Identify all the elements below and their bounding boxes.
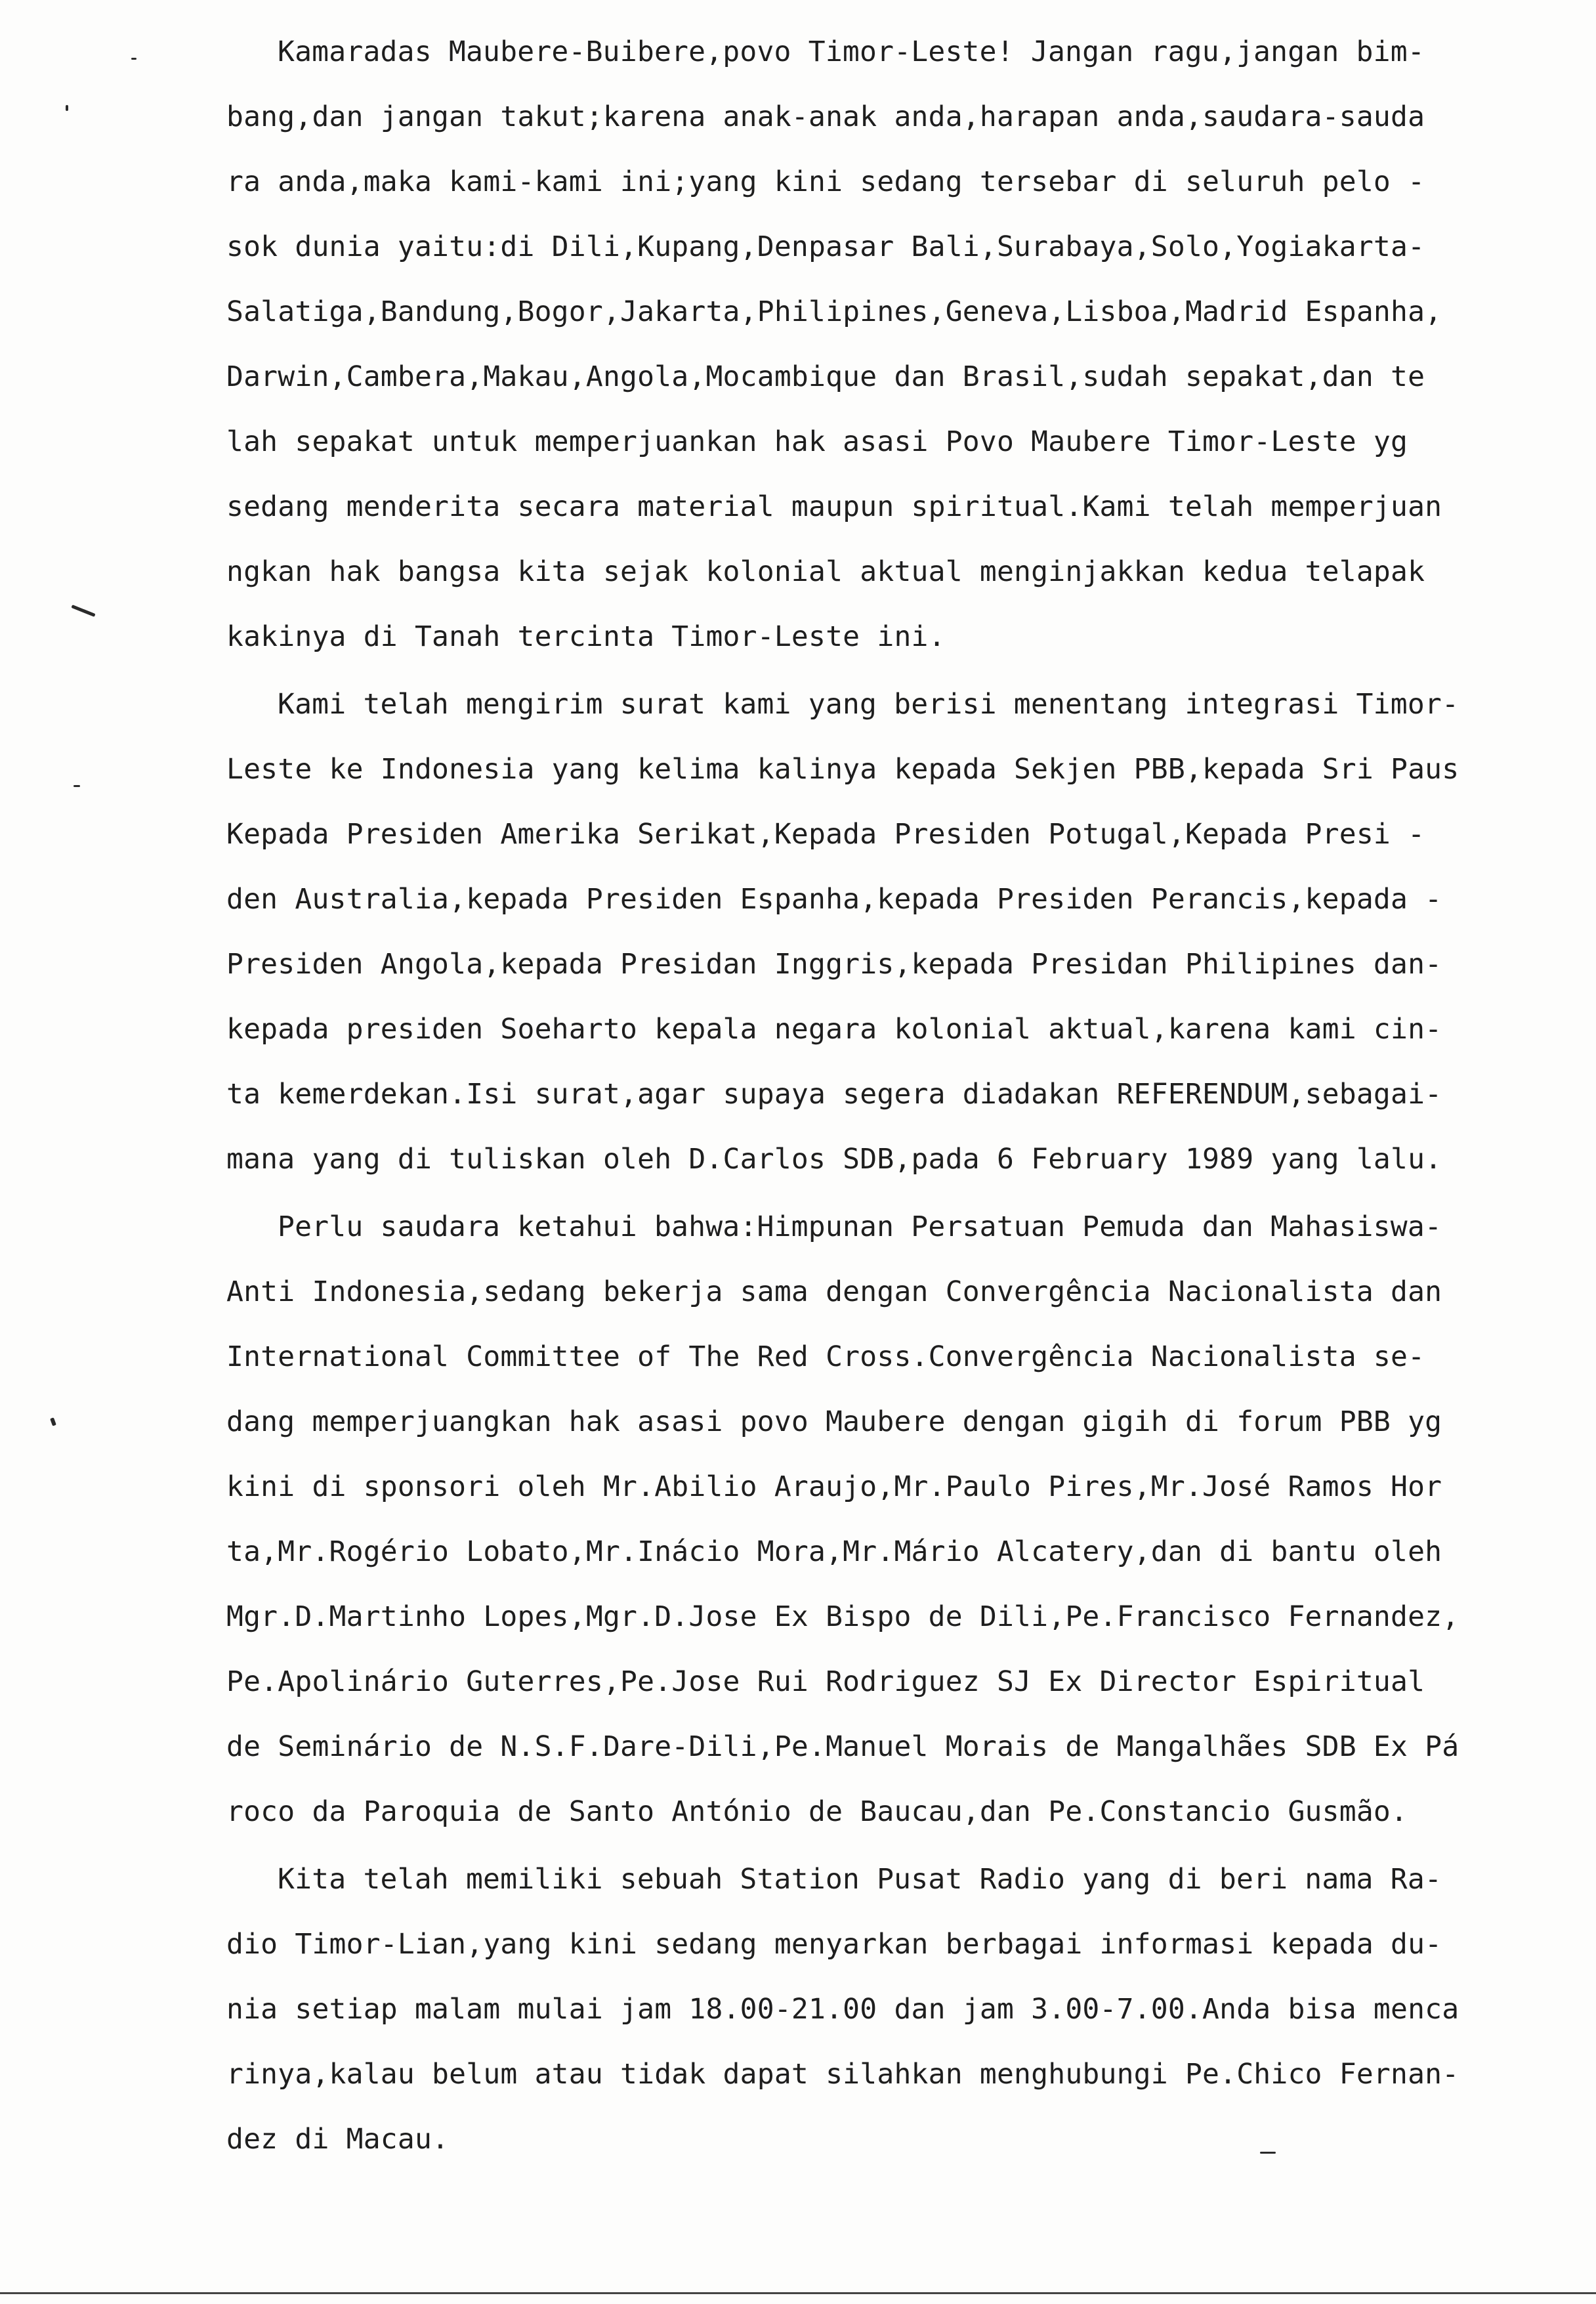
scan-mark (66, 105, 68, 111)
text-line: mana yang di tuliskan oleh D.Carlos SDB,pada 6 February 1989 yang lalu. (226, 1143, 1442, 1176)
text-line: kepada presiden Soeharto kepala negara kolonial aktual,karena kami cin- (226, 1013, 1442, 1046)
paragraph-2 (226, 672, 1565, 1192)
text-line: Kita telah memiliki sebuah Station Pusat Radio yang di beri nama Ra- (278, 1863, 1442, 1896)
text-line: de Seminário de N.S.F.Dare-Dili,Pe.Manuel Morais de Mangalhães SDB Ex Pá (226, 1730, 1460, 1763)
text-line: ra anda,maka kami-kami ini;yang kini sedang tersebar di seluruh pelo - (226, 165, 1425, 198)
scan-mark (74, 785, 80, 787)
bottom-edge-line (0, 2292, 1596, 2294)
scan-mark (131, 58, 136, 60)
text-line: nia setiap malam mulai jam 18.00-21.00 dan jam 3.00-7.00.Anda bisa menca (226, 1993, 1460, 2026)
paragraph-4 (226, 1847, 1565, 2172)
text-line: sok dunia yaitu:di Dili,Kupang,Denpasar Bali,Surabaya,Solo,Yogiakarta- (226, 230, 1425, 263)
text-line: Pe.Apolinário Guterres,Pe.Jose Rui Rodriguez SJ Ex Director Espiritual (226, 1665, 1425, 1698)
text-line: dio Timor-Lian,yang kini sedang menyarkan berbagai informasi kepada du- (226, 1928, 1442, 1961)
text-line: ta kemerdekan.Isi surat,agar supaya segera diadakan REFERENDUM,sebagai- (226, 1078, 1442, 1111)
text-line: Leste ke Indonesia yang kelima kalinya kepada Sekjen PBB,kepada Sri Paus (226, 753, 1460, 786)
text-line: Anti Indonesia,sedang bekerja sama dengan Convergência Nacionalista dan (226, 1275, 1442, 1308)
text-line: dez di Macau. (226, 2123, 450, 2156)
scan-mark (50, 1417, 56, 1426)
text-line: dang memperjuangkan hak asasi povo Maubere dengan gigih di forum PBB yg (226, 1405, 1442, 1438)
text-line: roco da Paroquia de Santo António de Baucau,dan Pe.Constancio Gusmão. (226, 1795, 1408, 1828)
text-line: ta,Mr.Rogério Lobato,Mr.Inácio Mora,Mr.Mário Alcatery,dan di bantu oleh (226, 1535, 1442, 1568)
text-line: kini di sponsori oleh Mr.Abilio Araujo,Mr.Paulo Pires,Mr.José Ramos Hor (226, 1470, 1442, 1503)
scan-mark (1260, 2152, 1276, 2154)
text-line: sedang menderita secara material maupun spiritual.Kami telah memperjuan (226, 490, 1442, 523)
text-line: Kamaradas Maubere-Buibere,povo Timor-Leste! Jangan ragu,jangan bim- (278, 35, 1425, 68)
text-line: Darwin,Cambera,Makau,Angola,Mocambique dan Brasil,sudah sepakat,dan te (226, 360, 1425, 393)
text-line: International Committee of The Red Cross.Convergência Nacionalista se- (226, 1340, 1425, 1373)
text-line: Mgr.D.Martinho Lopes,Mgr.D.Jose Ex Bispo de Dili,Pe.Francisco Fernandez, (226, 1600, 1460, 1633)
text-line: kakinya di Tanah tercinta Timor-Leste ini. (226, 620, 946, 653)
text-line: ngkan hak bangsa kita sejak kolonial aktual menginjakkan kedua telapak (226, 555, 1425, 588)
text-line: Kami telah mengirim surat kami yang berisi menentang integrasi Timor- (278, 688, 1460, 721)
text-line: Presiden Angola,kepada Presidan Inggris,kepada Presidan Philipines dan- (226, 948, 1442, 981)
text-line: Salatiga,Bandung,Bogor,Jakarta,Philipines,Geneva,Lisboa,Madrid Espanha, (226, 295, 1442, 328)
text-line: Perlu saudara ketahui bahwa:Himpunan Persatuan Pemuda dan Mahasiswa- (278, 1210, 1442, 1243)
text-line: bang,dan jangan takut;karena anak-anak anda,harapan anda,saudara-sauda (226, 100, 1425, 133)
paragraph-1 (226, 20, 1565, 670)
document-body (226, 20, 1565, 2175)
scan-mark (71, 605, 95, 617)
text-line: Kepada Presiden Amerika Serikat,Kepada Presiden Potugal,Kepada Presi - (226, 818, 1425, 851)
text-line: rinya,kalau belum atau tidak dapat silahkan menghubungi Pe.Chico Fernan- (226, 2058, 1460, 2091)
text-line: den Australia,kepada Presiden Espanha,kepada Presiden Perancis,kepada - (226, 883, 1442, 916)
text-line: lah sepakat untuk memperjuankan hak asasi Povo Maubere Timor-Leste yg (226, 425, 1408, 458)
paragraph-3 (226, 1195, 1565, 1845)
